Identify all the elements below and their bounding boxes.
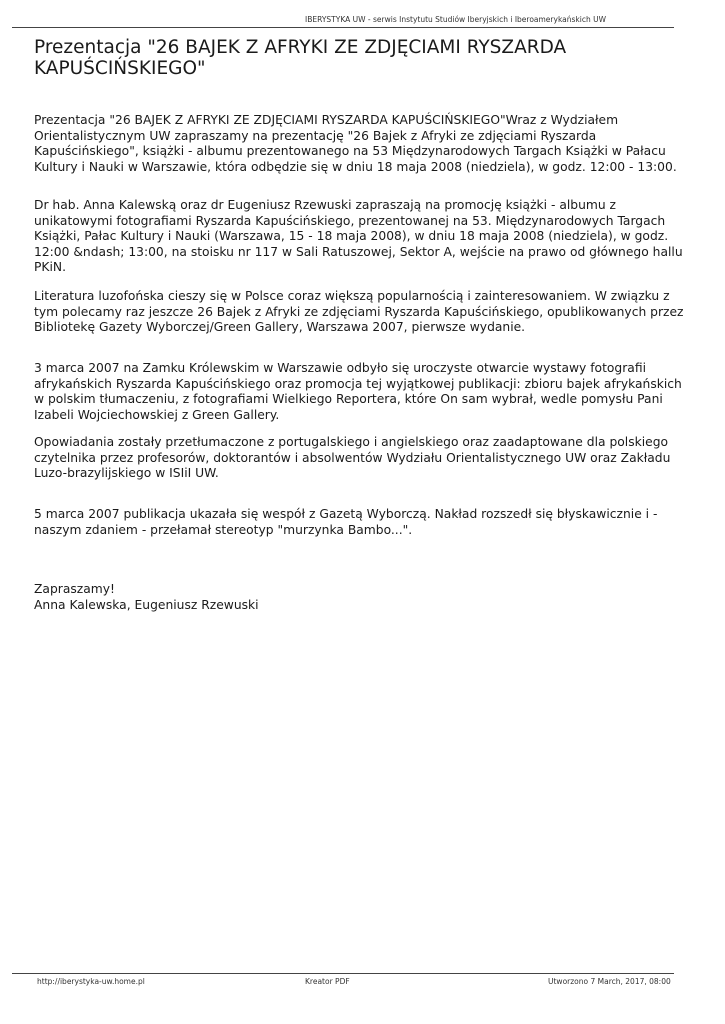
- footer-created-date: Utworzono 7 March, 2017, 08:00: [548, 977, 671, 986]
- footer-divider: [12, 973, 674, 974]
- paragraph-intro: Prezentacja "26 BAJEK Z AFRYKI ZE ZDJĘCIAMI RYSZARDA KAPUŚCIŃSKIEGO"Wraz z Wydziałem Orientalistycznym UW zapraszamy na prezentację "26 Bajek z Afryki ze zdjęciami Ryszarda Kapuścińskiego", książki - albumu prezentowanego na 53 Międzynarodowych Targach Książki w Pałacu Kultury i Nauki w Warszawie, która odbędzie się w dniu 18 maja 2008 (niedziela), w godz. 12:00 - 13:00.: [34, 113, 677, 174]
- paragraph-translation: Opowiadania zostały przetłumaczone z portugalskiego i angielskiego oraz zaadaptowane dla polskiego czytelnika przez profesorów, doktorantów i absolwentów Wydziału Orientalistycznego UW oraz Zakładu Luzo-brazylijskiego w ISIiI UW.: [34, 435, 671, 481]
- site-header-text: IBERYSTYKA UW - serwis Instytutu Studiów Iberyjskich i Iberoamerykańskich UW: [305, 15, 607, 24]
- paragraph-publication: 5 marca 2007 publikacja ukazała się wespół z Gazetą Wyborczą. Nakład rozszedł się błyskawicznie i - naszym zdaniem - przełamał stereotyp "murzynka Bambo...".: [34, 507, 658, 537]
- signature-text: Anna Kalewska, Eugeniusz Rzewuski: [34, 598, 259, 612]
- header-divider: [12, 27, 674, 28]
- paragraph-literature: Literatura luzofońska cieszy się w Polsce coraz większą popularnością i zainteresowaniem. W związku z tym polecamy raz jeszcze 26 Bajek z Afryki ze zdjęciami Ryszarda Kapuścińskiego, opublikowanych przez Bibliotekę Gazety Wyborczej/Green Gallery, Warszawa 2007, pierwsze wydanie.: [34, 289, 684, 335]
- footer-generator: Kreator PDF: [305, 977, 350, 986]
- closing-text: Zapraszamy!: [34, 582, 115, 596]
- footer-url-link[interactable]: http://iberystyka-uw.home.pl: [37, 977, 145, 986]
- paragraph-exhibition: 3 marca 2007 na Zamku Królewskim w Warszawie odbyło się uroczyste otwarcie wystawy fotografii afrykańskich Ryszarda Kapuścińskiego oraz promocja tej wyjątkowej publikacji: zbioru bajek afrykańskich w polskim tłumaczeniu, z fotografiami Wielkiego Reportera, które On sam wybrał, wedle pomysłu Pani Izabeli Wojciechowskiej z Green Gallery.: [34, 361, 682, 422]
- paragraph-invitation: Dr hab. Anna Kalewską oraz dr Eugeniusz Rzewuski zapraszają na promocję książki - albumu z unikatowymi fotografiami Ryszarda Kapuścińskiego, prezentowanej na 53. Międzynarodowych Targach Książki, Pałac Kultury i Nauki (Warszawa, 15 - 18 maja 2008), w dniu 18 maja 2008 (niedziela), w godz. 12:00 &ndash; 13:00, na stoisku nr 117 w Sali Ratuszowej, Sektor A, wejście na prawo od głównego hallu PKiN.: [34, 198, 683, 275]
- page-title: Prezentacja "26 BAJEK Z AFRYKI ZE ZDJĘCIAMI RYSZARDA KAPUŚCIŃSKIEGO": [34, 37, 567, 79]
